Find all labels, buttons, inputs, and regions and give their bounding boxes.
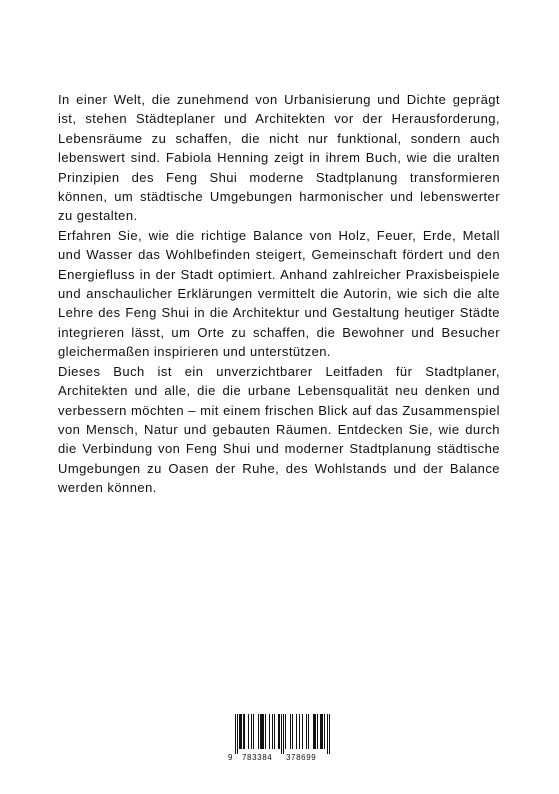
- barcode-right-group: 378699: [286, 753, 317, 762]
- barcode-bar: [322, 714, 323, 749]
- barcode-bar: [251, 714, 252, 749]
- barcode-bar: [320, 714, 321, 749]
- barcode-bar: [260, 714, 261, 749]
- barcode-bar: [263, 714, 264, 749]
- barcode-bar: [290, 714, 291, 749]
- barcode-bar: [308, 714, 309, 749]
- barcode-bar: [324, 714, 325, 749]
- barcode-bar: [261, 714, 262, 749]
- barcode-bar: [265, 714, 266, 749]
- barcode-bar: [262, 714, 263, 749]
- barcode-bar: [317, 714, 318, 749]
- barcode-guard-bar: [237, 714, 238, 754]
- barcode-bar: [313, 714, 314, 749]
- barcode-bar: [269, 714, 270, 749]
- barcode-guard-bar: [281, 714, 282, 754]
- barcode-bar: [248, 714, 249, 749]
- barcode-bar: [258, 714, 259, 749]
- barcode-bar: [272, 714, 273, 749]
- barcode-left-group: 783384: [242, 753, 273, 762]
- blurb-paragraph-2: Erfahren Sie, wie die richtige Balance von Holz, Feuer, Erde, Metall und Wasser das Wohlbefinden steigert, Gemeinschaft fördert und den Energiefluss in der Stadt optimiert. Anhand zahlreicher Praxisbeispiele und anschaulicher Erklärungen vermittelt die Autorin, wie sich die alte Lehre des Feng Shui in die Architektur und Gestaltung heutiger Städte integrieren lässt, um Orte zu schaffen, die Bewohner und Besucher gleichermaßen inspirieren und unterstützen.: [58, 227, 500, 360]
- barcode-bar: [240, 714, 241, 749]
- barcode-bar: [239, 714, 240, 749]
- barcode-bar: [296, 714, 297, 749]
- barcode-guard-bar: [283, 714, 284, 754]
- barcode-bar: [292, 714, 293, 749]
- barcode-bar: [315, 714, 316, 749]
- barcode-bar: [278, 714, 279, 749]
- barcode-bar: [253, 714, 254, 749]
- barcode-bar: [321, 714, 322, 749]
- isbn-barcode: [228, 714, 330, 766]
- barcode-bar: [244, 714, 245, 749]
- barcode-bar: [302, 714, 303, 749]
- barcode-bar: [243, 714, 244, 749]
- barcode-bar: [306, 714, 307, 749]
- barcode-bar: [279, 714, 280, 749]
- barcode-first-digit: 9: [228, 753, 234, 762]
- barcode-bar: [241, 714, 242, 749]
- blurb-paragraph-1: In einer Welt, die zunehmend von Urbanisierung und Dichte geprägt ist, stehen Städteplaner und Architekten vor der Herausforderung, Lebensräume zu schaffen, die nicht nur funktional, sondern auch lebenswert sind. Fabiola Henning zeigt in ihrem Buch, wie die uralten Prinzipien des Feng Shui moderne Stadtplanung transformieren können, um städtische Umgebungen harmonischer und lebenswerter zu gestalten.: [58, 92, 500, 224]
- barcode-bar: [299, 714, 300, 749]
- barcode-guard-bar: [329, 714, 330, 754]
- barcode-bar: [274, 714, 275, 749]
- barcode-bar: [314, 714, 315, 749]
- barcode-bar: [285, 714, 286, 749]
- blurb-paragraph-3: Dieses Buch ist ein unverzichtbarer Leitfaden für Stadtplaner, Architekten und alle, die die urbane Lebensqualität neu denken und verbessern möchten – mit einem frischen Blick auf das Zusammenspiel von Mensch, Natur und gebauten Räumen. Entdecken Sie, wie durch die Verbindung von Feng Shui und moderner Stadtplanung städtische Umgebungen zu Oasen der Ruhe, des Wohlstands und der Balance werden können.: [58, 363, 500, 496]
- barcode-bars: [228, 714, 330, 754]
- back-cover-text: [58, 90, 500, 498]
- barcode-guard-bar: [327, 714, 328, 754]
- barcode-guard-bar: [235, 714, 236, 754]
